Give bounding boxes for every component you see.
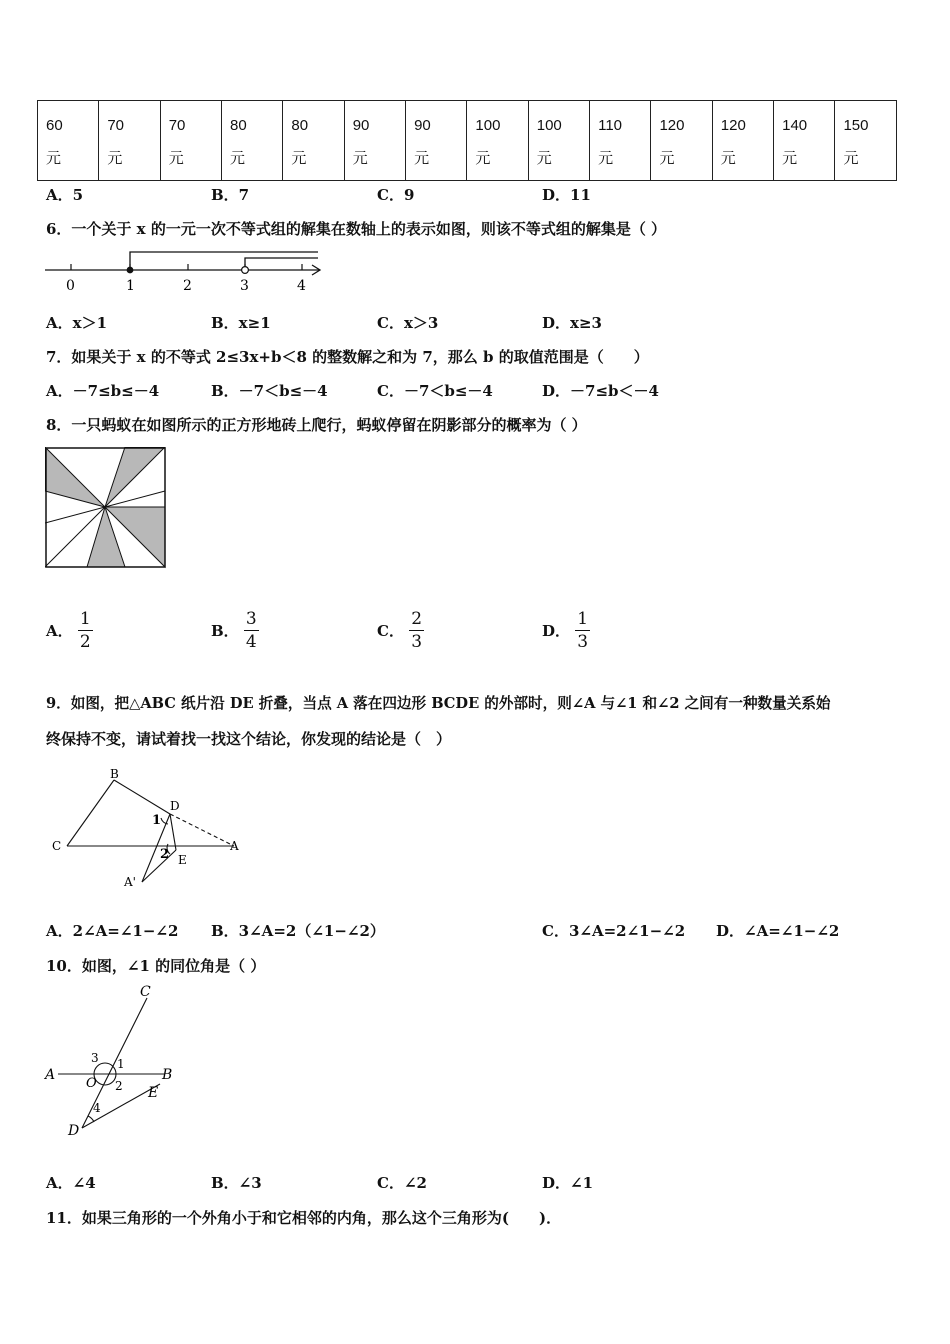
angle-figure <box>42 980 192 1142</box>
price-cell: 110 元 <box>590 101 651 181</box>
tick-label: 4 <box>297 278 306 294</box>
q6-text: 6．一个关于 x 的一元一次不等式组的解集在数轴上的表示如图，则该不等式组的解集是（ ） <box>46 220 667 238</box>
q7-option-d: D．－7≤b＜－4 <box>542 382 659 400</box>
q6-option-b: B．x≥1 <box>211 314 271 332</box>
q10-text: 10．如图，∠1 的同位角是（ ） <box>46 957 266 975</box>
segment-a-prime-e <box>142 850 176 882</box>
number-line-ticks <box>71 264 302 270</box>
segment-bd <box>114 780 170 814</box>
solution-ray-1 <box>130 252 318 270</box>
q10-option-c: C．∠2 <box>377 1174 427 1192</box>
q8-option-a: A． $\frac{1}{2}$ <box>46 609 91 652</box>
tick-label: 2 <box>183 278 192 294</box>
price-cell: 120 元 <box>712 101 773 181</box>
q5-option-b: B．7 <box>211 186 250 204</box>
q5-option-c: C．9 <box>377 186 415 204</box>
open-point <box>242 267 249 274</box>
q8-text: 8．一只蚂蚁在如图所示的正方形地砖上爬行，蚂蚁停留在阴影部分的概率为（ ） <box>46 416 587 434</box>
label-e: E <box>148 1085 159 1101</box>
q6-option-a: A．x＞1 <box>46 314 108 332</box>
segment-cb <box>67 780 114 846</box>
q11-text: 11．如果三角形的一个外角小于和它相邻的内角，那么这个三角形为( )． <box>46 1209 562 1227</box>
label-c: C <box>52 839 62 853</box>
q8-option-d: D． $\frac{1}{3}$ <box>542 609 589 652</box>
price-cell: 150 元 <box>835 101 897 181</box>
q10-option-d: D．∠1 <box>542 1174 594 1192</box>
price-cell: 80 元 <box>222 101 283 181</box>
square-tile-figure <box>45 447 167 569</box>
solution-ray-3 <box>245 258 318 270</box>
q9-text-line1: 9．如图，把△ABC 纸片沿 DE 折叠，当点 A 落在四边形 BCDE 的外部时，则∠A 与∠1 和∠2 之间有一种数量关系始 <box>46 695 831 712</box>
label-a-prime: A' <box>124 875 136 889</box>
price-cell: 140 元 <box>774 101 835 181</box>
angle-label-2: 2 <box>115 1079 123 1093</box>
q6-option-c: C．x＞3 <box>377 314 439 332</box>
label-a: A <box>45 1067 56 1083</box>
label-angle-1: 1 <box>152 813 162 828</box>
price-cell: 100 元 <box>528 101 589 181</box>
price-cell: 100 元 <box>467 101 528 181</box>
label-angle-2: 2 <box>160 847 170 862</box>
segment-da-dashed <box>170 814 234 846</box>
q9-option-a: A．2∠A=∠1−∠2 <box>46 922 179 940</box>
fraction: $\frac{1}{3}$ <box>577 609 589 652</box>
q5-option-d: D．11 <box>542 186 591 204</box>
number-line-figure <box>40 246 330 296</box>
label-d: D <box>68 1123 80 1139</box>
q8-option-c: C． $\frac{2}{3}$ <box>377 609 423 652</box>
shaded-triangle <box>45 447 105 507</box>
price-cell: 80 元 <box>283 101 344 181</box>
q10-option-b: B．∠3 <box>211 1174 262 1192</box>
tick-label: 1 <box>126 278 135 294</box>
price-cell: 120 元 <box>651 101 712 181</box>
shaded-triangle <box>105 447 165 507</box>
q9-text-line2: 终保持不变，请试着找一找这个结论，你发现的结论是（ ） <box>46 730 452 748</box>
q10-option-a: A．∠4 <box>46 1174 96 1192</box>
price-cell: 90 元 <box>406 101 467 181</box>
angle-label-1: 1 <box>117 1057 125 1071</box>
q7-text: 7．如果关于 x 的不等式 2≤3x+b＜8 的整数解之和为 7，那么 b 的取值范围是（ ） <box>46 348 649 366</box>
angle-arc-d <box>88 1116 94 1122</box>
q8-option-b: B． $\frac{3}{4}$ <box>211 609 257 652</box>
label-c: C <box>140 984 151 1000</box>
label-b: B <box>162 1067 173 1083</box>
price-row <box>38 101 897 181</box>
fraction: $\frac{2}{3}$ <box>411 609 423 652</box>
price-cell: 70 元 <box>99 101 160 181</box>
q6-option-d: D．x≥3 <box>542 314 602 332</box>
q7-option-b: B．－7＜b≤－4 <box>211 382 328 400</box>
q7-option-c: C．－7＜b≤－4 <box>377 382 493 400</box>
price-table <box>37 100 897 181</box>
segment-de <box>170 814 176 850</box>
label-b: B <box>110 767 119 781</box>
label-d: D <box>170 799 180 813</box>
price-cell: 90 元 <box>344 101 405 181</box>
q9-option-b: B．3∠A=2（∠1−∠2） <box>211 922 385 940</box>
tick-label: 3 <box>240 278 249 294</box>
price-cell: 70 元 <box>160 101 221 181</box>
q9-option-d: D．∠A=∠1−∠2 <box>716 922 840 940</box>
q9-option-c: C．3∠A=2∠1−∠2 <box>542 922 686 940</box>
fold-triangle-figure <box>44 766 254 896</box>
label-o: O <box>86 1076 97 1091</box>
q7-option-a: A．－7≤b≤－4 <box>46 382 160 400</box>
price-cell: 60 元 <box>38 101 99 181</box>
tick-label: 0 <box>66 278 75 294</box>
closed-point <box>127 267 134 274</box>
fraction: $\frac{1}{2}$ <box>79 609 91 652</box>
fraction: $\frac{3}{4}$ <box>245 609 257 652</box>
angle-label-4: 4 <box>93 1101 101 1115</box>
label-a: A <box>230 839 239 853</box>
angle-label-3: 3 <box>91 1051 99 1065</box>
label-e: E <box>178 853 187 867</box>
q5-option-a: A．5 <box>46 186 84 204</box>
